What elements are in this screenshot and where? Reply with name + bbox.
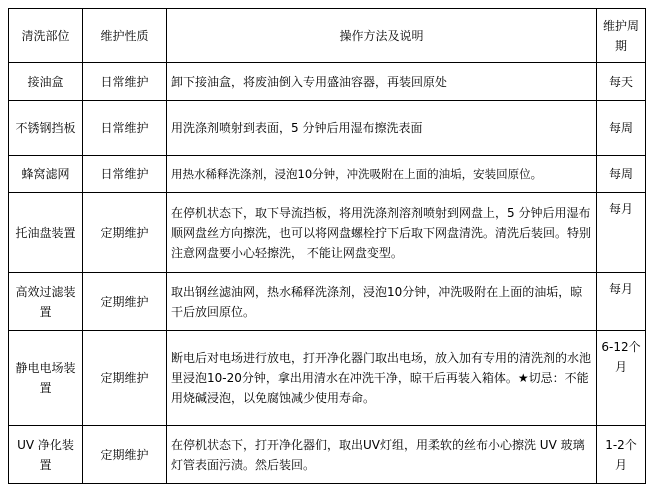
- cell-method: 卸下接油盒，将废油倒入专用盛油容器，再装回原处: [167, 63, 597, 101]
- cell-method: 用洗涤剂喷射到表面，5 分钟后用湿布擦洗表面: [167, 101, 597, 156]
- table-row: [9, 331, 646, 426]
- cell-type: 日常维护: [83, 156, 167, 193]
- cell-cycle: 每月: [597, 273, 646, 331]
- cell-part: 不锈钢挡板: [9, 101, 83, 156]
- maintenance-table: [8, 8, 646, 484]
- cell-type: 日常维护: [83, 101, 167, 156]
- header-type: 维护性质: [83, 9, 167, 63]
- header-method: 操作方法及说明: [167, 9, 597, 63]
- cell-method: 断电后对电场进行放电，打开净化器门取出电场，放入加有专用的清洗剂的水池里浸泡10-20分钟，拿出用清水在冲洗干净，晾干后再装入箱体。★切忌：不能用烧碱浸泡，以免腐蚀减少使用寿命。: [167, 331, 597, 426]
- cell-type: 日常维护: [83, 63, 167, 101]
- table-row: [9, 101, 646, 156]
- cell-part: 接油盒: [9, 63, 83, 101]
- cell-type: 定期维护: [83, 273, 167, 331]
- cell-part: UV 净化装置: [9, 426, 83, 484]
- cell-part: 静电电场装置: [9, 331, 83, 426]
- cell-method: 在停机状态下，取下导流挡板，将用洗涤剂溶剂喷射到网盘上，5 分钟后用湿布顺网盘丝方向擦洗，也可以将网盘螺栓拧下后取下网盘清洗。清洗后装回。特别注意网盘要小心轻擦洗， 不能让网盘变型。: [167, 193, 597, 273]
- cell-method: 取出钢丝滤油网，热水稀释洗涤剂，浸泡10分钟，冲洗吸附在上面的油垢，晾干后放回原位。: [167, 273, 597, 331]
- table-row: [9, 156, 646, 193]
- cell-cycle: 每月: [597, 193, 646, 273]
- table-row: [9, 426, 646, 484]
- cell-type: 定期维护: [83, 193, 167, 273]
- header-part: 清洗部位: [9, 9, 83, 63]
- cell-method: 用热水稀释洗涤剂，浸泡10分钟，冲洗吸附在上面的油垢，安装回原位。: [167, 156, 597, 193]
- cell-part: 蜂窝滤网: [9, 156, 83, 193]
- cell-type: 定期维护: [83, 426, 167, 484]
- cell-part: 高效过滤装置: [9, 273, 83, 331]
- cell-cycle: 每天: [597, 63, 646, 101]
- table-row: [9, 63, 646, 101]
- cell-part: 托油盘装置: [9, 193, 83, 273]
- table-row: [9, 193, 646, 273]
- cell-type: 定期维护: [83, 331, 167, 426]
- cell-method: 在停机状态下，打开净化器们，取出UV灯组，用柔软的丝布小心擦洗 UV 玻璃灯管表面污渍。然后装回。: [167, 426, 597, 484]
- cell-cycle: 1-2个月: [597, 426, 646, 484]
- header-cycle: 维护周期: [597, 9, 646, 63]
- cell-cycle: 每周: [597, 156, 646, 193]
- header-row: [9, 9, 646, 63]
- table-row: [9, 273, 646, 331]
- cell-cycle: 每周: [597, 101, 646, 156]
- cell-cycle: 6-12个月: [597, 331, 646, 426]
